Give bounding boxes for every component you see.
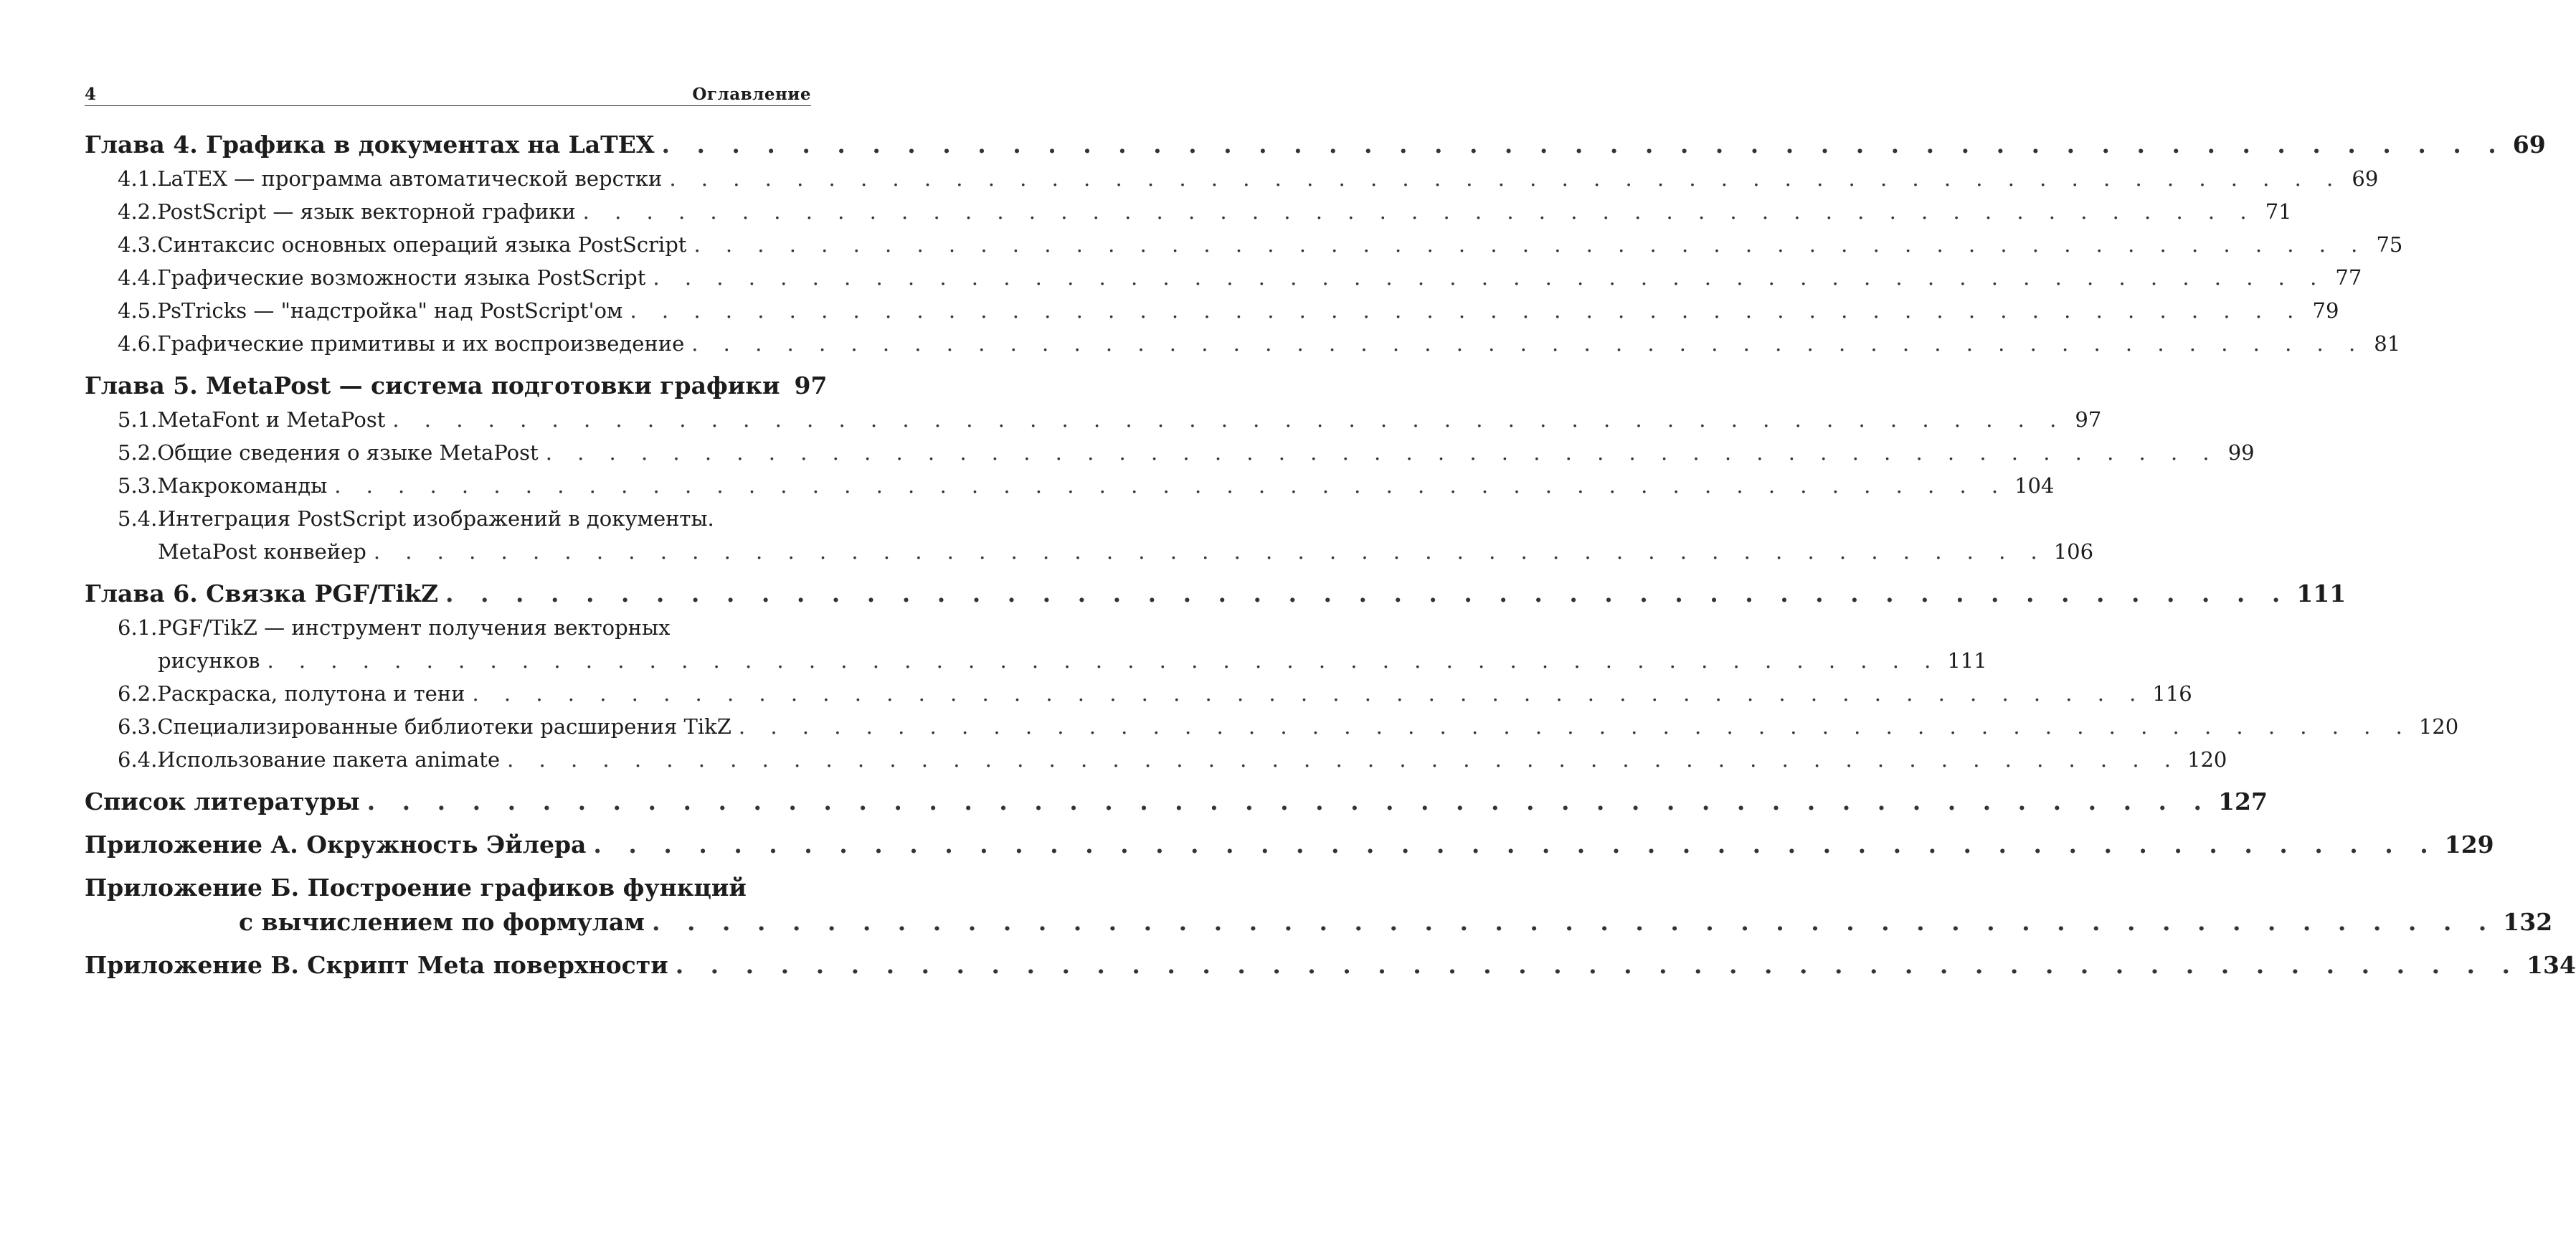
toc-chapter-5[interactable] — [85, 369, 828, 403]
section-title: PGF/TikZ — инструмент получения векторных — [158, 615, 671, 640]
toc-section-5-3[interactable] — [85, 469, 2055, 502]
section-title-continued: MetaPost конвейер — [158, 539, 366, 564]
section-page: 106 — [2053, 539, 2094, 564]
dot-leader: . . . . . . . . . . . . . . . . . . . . . . . . . . . . . . . . . . . . . . . . . . . . . . . . . . . . . — [582, 199, 2256, 224]
chapter-page: 69 — [2512, 131, 2546, 159]
section-page: 111 — [1947, 648, 1987, 673]
toc-section-5-4-cont[interactable] — [85, 535, 2094, 568]
section-number: 5.4. — [118, 506, 158, 531]
toc-section-4-4[interactable] — [85, 261, 2362, 294]
section-page: 120 — [2187, 747, 2227, 772]
chapter-title: Приложение А. Окружность Эйлера — [85, 831, 587, 859]
dot-leader: . . . . . . . . . . . . . . . . . . . . . . . . . . . . . . . . . . . . . . . . . . . . . . . . . . . . . — [545, 440, 2219, 465]
toc-section-5-4[interactable] — [85, 502, 811, 535]
section-title: Интеграция PostScript изображений в документы. — [158, 506, 714, 531]
section-number: 6.3. — [118, 714, 158, 739]
dot-leader: . . . . . . . . . . . . . . . . . . . . . . . . . . . . . . . . . . . . . . . . . . . . . . . . . . . . . — [691, 331, 2365, 356]
dot-leader: . . . . . . . . . . . . . . . . . . . . . . . . . . . . . . . . . . . . . . . . . . . . . . . . . . . . . — [392, 407, 2066, 432]
toc-section-6-4[interactable] — [85, 743, 2227, 776]
toc-chapter-6[interactable] — [85, 577, 2347, 611]
chapter-title-continued: с вычислением по формулам — [239, 908, 645, 936]
section-number: 4.1. — [118, 166, 158, 191]
toc-section-4-3[interactable] — [85, 228, 2403, 261]
section-page: 120 — [2418, 714, 2459, 739]
toc-chapter-4[interactable] — [85, 128, 2546, 162]
dot-leader: . . . . . . . . . . . . . . . . . . . . . . . . . . . . . . . . . . . . . . . . . . . . . . . . . . . . . — [653, 265, 2326, 290]
chapter-title: Глава 6. Связка PGF/TikZ — [85, 580, 439, 607]
section-number: 4.3. — [118, 232, 158, 257]
section-number: 5.1. — [118, 407, 158, 432]
chapter-title: Глава 4. Графика в документах на LaTEX — [85, 131, 655, 159]
section-page: 75 — [2376, 232, 2403, 257]
section-title: Использование пакета animate — [157, 747, 501, 772]
toc-section-6-3[interactable] — [85, 710, 2459, 743]
section-page: 97 — [2075, 407, 2102, 432]
toc-appendix-a[interactable] — [85, 828, 2494, 862]
dot-leader: . . . . . . . . . . . . . . . . . . . . . . . . . . . . . . . . . . . . . . . . . . . . . . . . . . . . . — [669, 166, 2343, 191]
section-page: 104 — [2014, 473, 2055, 498]
section-number: 4.5. — [118, 298, 158, 323]
toc-section-4-5[interactable] — [85, 294, 2339, 327]
section-title: Специализированные библиотеки расширения TikZ — [157, 714, 731, 739]
chapter-page: 97 — [794, 372, 828, 399]
section-page: 71 — [2265, 199, 2292, 224]
table-of-contents — [85, 128, 2576, 983]
section-title: LaTEX — программа автоматической верстки — [157, 166, 663, 191]
toc-section-4-1[interactable] — [85, 162, 2379, 195]
dot-leader: . . . . . . . . . . . . . . . . . . . . . . . . . . . . . . . . . . . . . . . . . . . . . . . . . . . . . — [472, 681, 2146, 706]
dot-leader: . . . . . . . . . . . . . . . . . . . . . . . . . . . . . . . . . . . . . . . . . . . . . . . . . . . . . — [661, 131, 2506, 159]
chapter-page: 127 — [2218, 788, 2268, 815]
toc-section-5-2[interactable] — [85, 436, 2255, 469]
toc-section-6-2[interactable] — [85, 677, 2192, 710]
page — [85, 0, 2576, 1258]
section-title: Макрокоманды — [157, 473, 328, 498]
section-page: 77 — [2335, 265, 2362, 290]
section-title: Синтаксис основных операций языка PostScript — [157, 232, 687, 257]
section-title: Общие сведения о языке MetaPost — [157, 440, 539, 465]
section-page: 69 — [2352, 166, 2379, 191]
section-number: 5.2. — [118, 440, 158, 465]
section-page: 81 — [2374, 331, 2401, 356]
section-number: 6.1. — [118, 615, 158, 640]
dot-leader: . . . . . . . . . . . . . . . . . . . . . . . . . . . . . . . . . . . . . . . . . . . . . . . . . . . . . — [651, 908, 2496, 936]
toc-section-5-1[interactable] — [85, 403, 2102, 436]
section-number: 4.6. — [118, 331, 158, 356]
section-title: Графические примитивы и их воспроизведение — [157, 331, 685, 356]
toc-appendix-c[interactable] — [85, 948, 2576, 983]
dot-leader: . . . . . . . . . . . . . . . . . . . . . . . . . . . . . . . . . . . . . . . . . . . . . . . . . . . . . — [675, 951, 2520, 979]
toc-appendix-b[interactable] — [85, 871, 811, 905]
dot-leader: . . . . . . . . . . . . . . . . . . . . . . . . . . . . . . . . . . . . . . . . . . . . . . . . . . . . . — [334, 473, 2008, 498]
chapter-title: Глава 5. MetaPost — система подготовки графики — [85, 372, 780, 399]
section-page: 116 — [2152, 681, 2192, 706]
section-page: 99 — [2227, 440, 2255, 465]
toc-section-4-2[interactable] — [85, 195, 2292, 228]
section-title: Раскраска, полутона и тени — [157, 681, 465, 706]
toc-section-6-1[interactable] — [85, 611, 811, 644]
dot-leader: . . . . . . . . . . . . . . . . . . . . . . . . . . . . . . . . . . . . . . . . . . . . . . . . . . . . . — [693, 232, 2367, 257]
section-number: 4.2. — [118, 199, 158, 224]
section-number: 4.4. — [118, 265, 158, 290]
chapter-title: Список литературы — [85, 788, 360, 815]
section-title: MetaFont и MetaPost — [157, 407, 386, 432]
chapter-page: 129 — [2444, 831, 2494, 859]
chapter-page: 132 — [2503, 908, 2553, 936]
section-number: 5.3. — [118, 473, 158, 498]
running-head — [85, 81, 811, 106]
toc-bibliography[interactable] — [85, 785, 2268, 819]
page-number: 4 — [85, 85, 97, 104]
dot-leader: . . . . . . . . . . . . . . . . . . . . . . . . . . . . . . . . . . . . . . . . . . . . . . . . . . . . . — [630, 298, 2303, 323]
section-number: 6.2. — [118, 681, 158, 706]
chapter-page: 134 — [2527, 951, 2576, 979]
toc-appendix-b-cont[interactable] — [85, 905, 2553, 940]
section-page: 79 — [2312, 298, 2339, 323]
toc-section-4-6[interactable] — [85, 327, 2401, 360]
dot-leader: . . . . . . . . . . . . . . . . . . . . . . . . . . . . . . . . . . . . . . . . . . . . . . . . . . . . . — [445, 580, 2290, 607]
section-title: PostScript — язык векторной графики — [157, 199, 576, 224]
chapter-title: Приложение В. Скрипт Meta поверхности — [85, 951, 668, 979]
chapter-title: Приложение Б. Построение графиков функций — [85, 874, 747, 902]
section-number: 6.4. — [118, 747, 158, 772]
chapter-page: 111 — [2296, 580, 2347, 607]
dot-leader: . . . . . . . . . . . . . . . . . . . . . . . . . . . . . . . . . . . . . . . . . . . . . . . . . . . . . — [738, 714, 2412, 739]
dot-leader: . . . . . . . . . . . . . . . . . . . . . . . . . . . . . . . . . . . . . . . . . . . . . . . . . . . . . — [373, 539, 2047, 564]
section-title-continued: рисунков — [158, 648, 260, 673]
section-title: Графические возможности языка PostScript — [157, 265, 646, 290]
dot-leader: . . . . . . . . . . . . . . . . . . . . . . . . . . . . . . . . . . . . . . . . . . . . . . . . . . . . . — [593, 831, 2438, 859]
section-title: PsTricks — "надстройка" над PostScript'ом — [157, 298, 623, 323]
dot-leader: . . . . . . . . . . . . . . . . . . . . . . . . . . . . . . . . . . . . . . . . . . . . . . . . . . . . . — [267, 648, 1941, 673]
toc-section-6-1-cont[interactable] — [85, 644, 1987, 677]
running-title: Оглавление — [692, 85, 811, 104]
dot-leader: . . . . . . . . . . . . . . . . . . . . . . . . . . . . . . . . . . . . . . . . . . . . . . . . . . . . . — [507, 747, 2181, 772]
dot-leader: . . . . . . . . . . . . . . . . . . . . . . . . . . . . . . . . . . . . . . . . . . . . . . . . . . . . . — [366, 788, 2212, 815]
